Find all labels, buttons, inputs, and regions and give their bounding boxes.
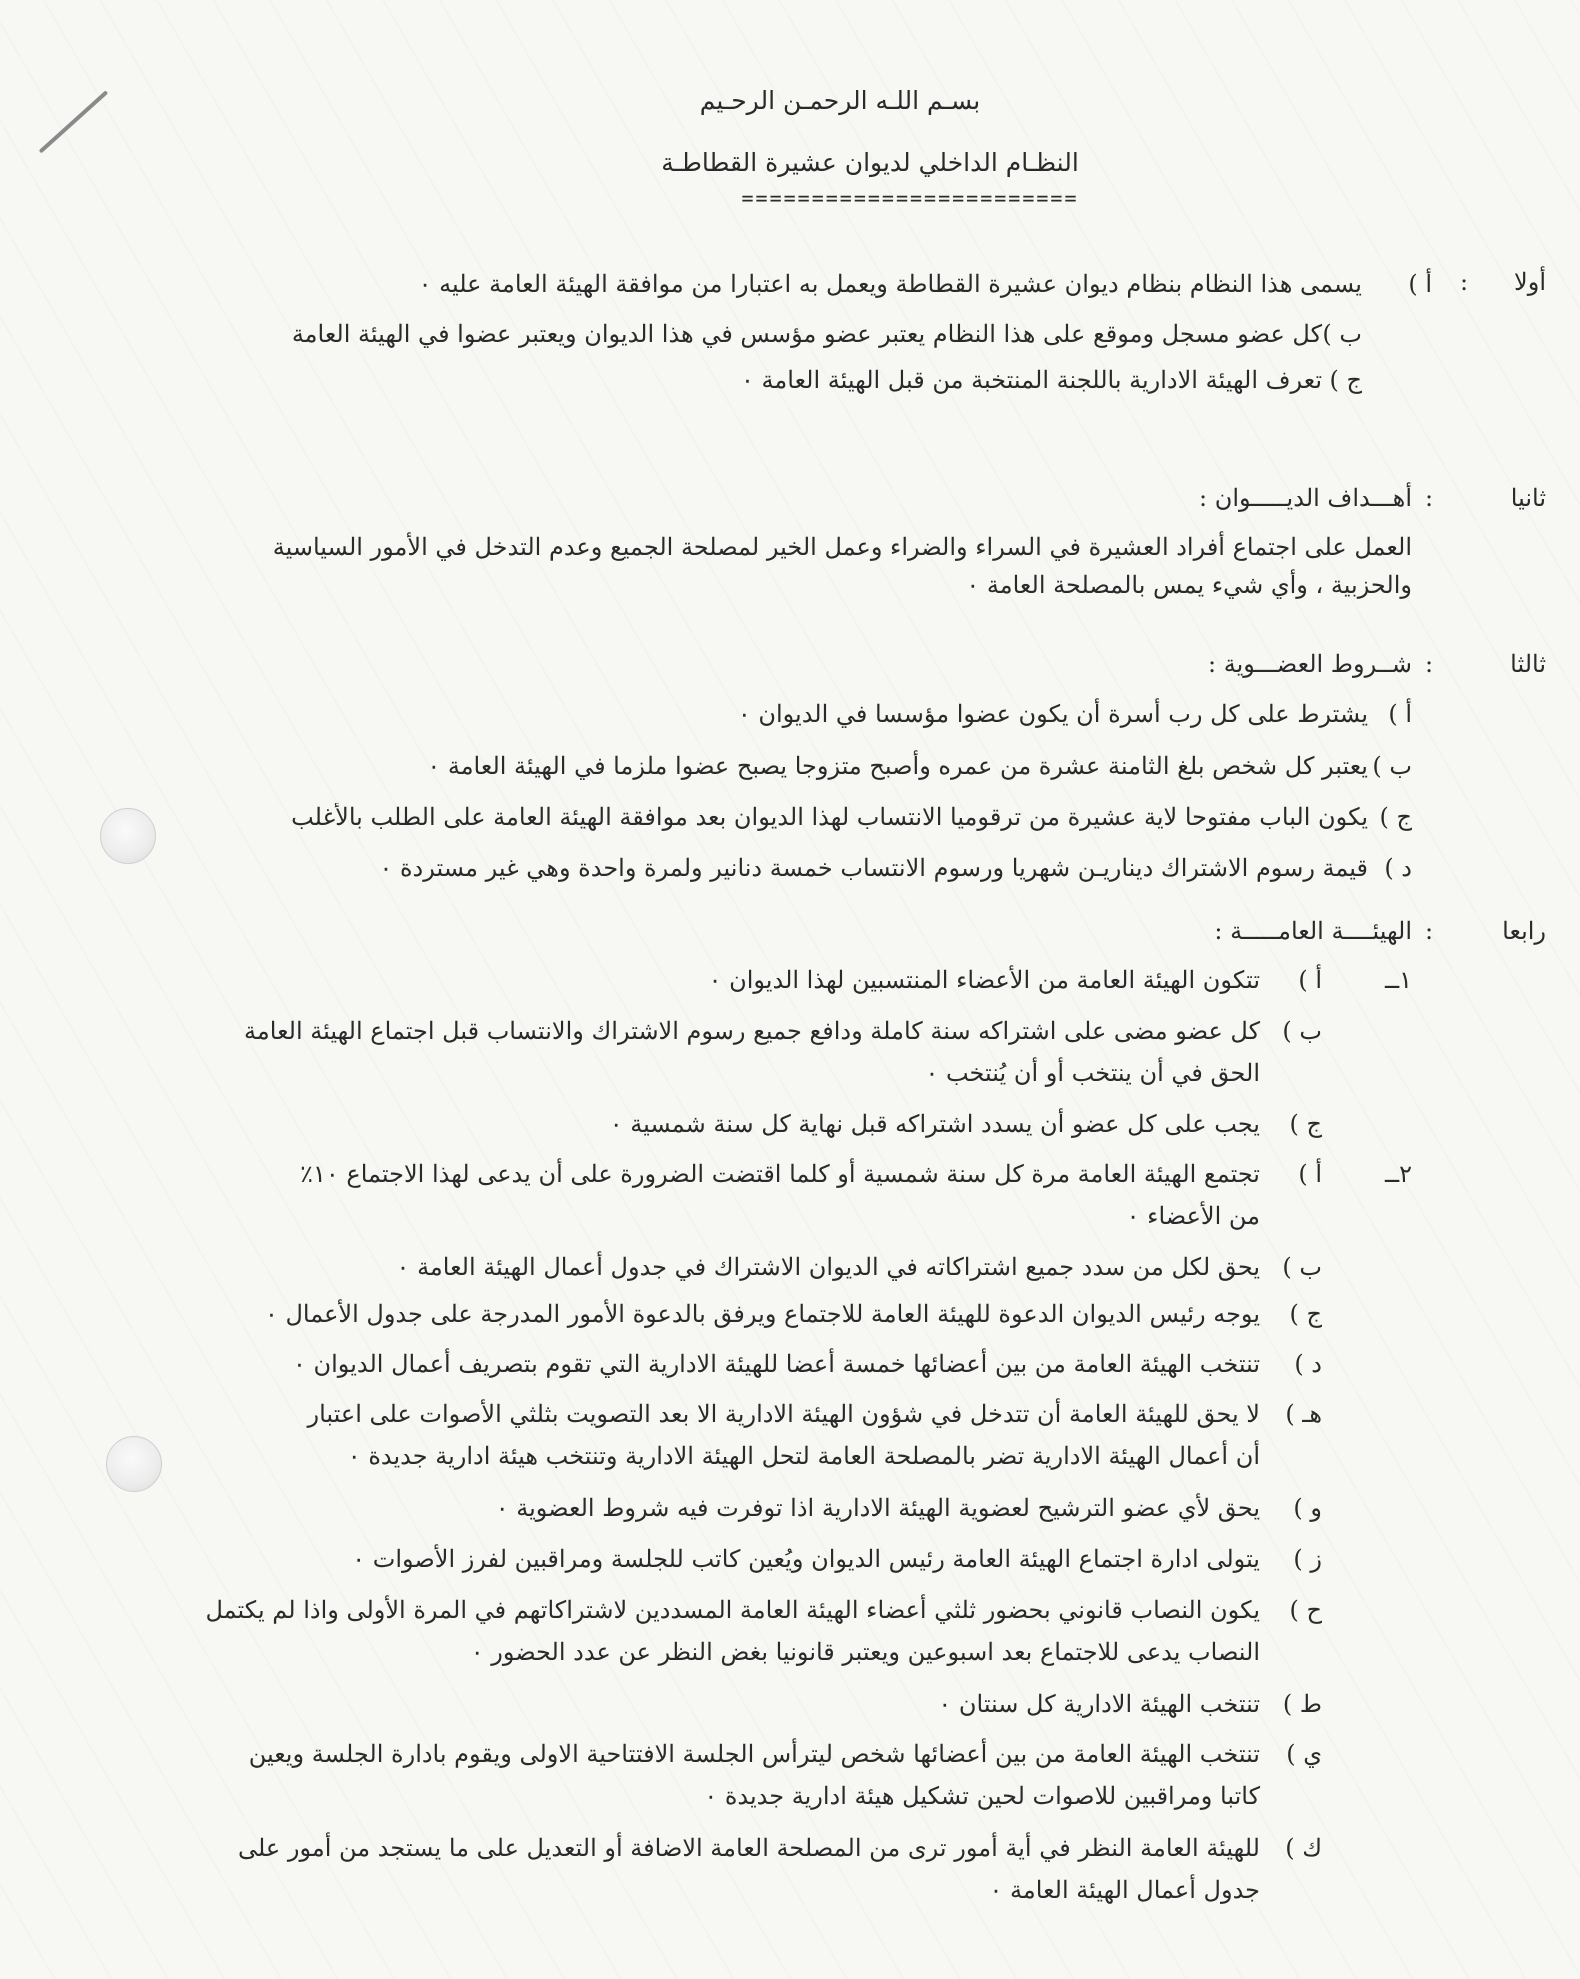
item-text: يشترط على كل رب أسرة أن يكون عضوا مؤسسا في الديوان ٠	[737, 700, 1368, 728]
item-text-line: تتكون الهيئة العامة من الأعضاء المنتسبين لهذا الديوان ٠	[708, 966, 1260, 994]
section-colon: :	[1425, 650, 1434, 678]
item-label: هـ )	[1285, 1400, 1322, 1428]
item-label: ب )	[1282, 1017, 1322, 1045]
item-text: يكون الباب مفتوحا لاية عشيرة من ترقوميا الانتساب لهذا الديوان بعد موافقة الهيئة العامة على الطلب بالأغلب	[291, 803, 1368, 831]
item-label: ب )	[1322, 320, 1362, 348]
item-text-line: يوجه رئيس الديوان الدعوة للهيئة العامة للاجتماع ويرفق بالدعوة الأمور المدرجة على جدول الأعمال ٠	[264, 1300, 1260, 1328]
item-text-line: للهيئة العامة النظر في أية أمور ترى من المصلحة العامة الاضافة أو التعديل على ما يستجد من أمور على	[237, 1834, 1260, 1862]
item-label: د )	[1294, 1350, 1322, 1378]
item-text: قيمة رسوم الاشتراك ديناريـن شهريا ورسوم الانتساب خمسة دنانير ولمرة واحدة وهي غير مستردة ٠	[379, 854, 1368, 882]
item-text-line: يحق لكل من سدد جميع اشتراكاته في الديوان الاشتراك في جدول أعمال الهيئة العامة ٠	[396, 1253, 1260, 1281]
section-title: أهـــداف الديـــــوان :	[1198, 484, 1412, 512]
section-title: شــروط العضـــوية :	[1208, 650, 1412, 678]
item-text-line: تنتخب الهيئة الادارية كل سنتان ٠	[938, 1690, 1260, 1718]
section-paragraph: العمل على اجتماع أفراد العشيرة في السراء والضراء وعمل الخير لمصلحة الجميع وعدم التدخل في الأمور السياسية والحزبية ، وأي شيء يمس بالمصلحة العامة ٠	[272, 533, 1412, 600]
item-label: ط )	[1282, 1690, 1322, 1718]
group-number: ١ــ	[1385, 966, 1412, 994]
title-underline: ========================	[741, 186, 1079, 210]
item-label: ج )	[1289, 1300, 1322, 1328]
punch-hole-bottom	[106, 1436, 162, 1492]
section-title: الهيئــــة العامـــــة :	[1214, 917, 1412, 945]
item-text-line: أن أعمال الهيئة الادارية تضر بالمصلحة العامة لتحل الهيئة الادارية وتنتخب هيئة ادارية جديدة ٠	[347, 1442, 1260, 1470]
item-label: أ )	[1298, 1160, 1322, 1188]
section-heading-fourth: رابعا	[1502, 917, 1546, 945]
section-colon: :	[1425, 484, 1434, 512]
document-title: النظـام الداخلي لديوان عشيرة القطاطـة	[661, 148, 1079, 177]
item-label: ز )	[1293, 1545, 1322, 1573]
item-text: يسمى هذا النظام بنظام ديوان عشيرة القطاطة ويعمل به اعتبارا من موافقة الهيئة العامة عليه ٠	[418, 270, 1362, 298]
item-text-line: تجتمع الهيئة العامة مرة كل سنة شمسية أو كلما اقتضت الضرورة على أن يدعى لهذا الاجتماع ١٠٪	[300, 1160, 1260, 1188]
item-text-line: من الأعضاء ٠	[1126, 1202, 1260, 1230]
section-heading-third: ثالثا	[1510, 650, 1546, 678]
item-text-line: يكون النصاب قانوني بحضور ثلثي أعضاء الهيئة العامة المسددين لاشتراكاتهم في المرة الأولى واذا لم يكتمل	[205, 1596, 1260, 1624]
item-text-line: كاتبا ومراقبين للاصوات لحين تشكيل هيئة ادارية جديدة ٠	[704, 1782, 1260, 1810]
item-text-line: لا يحق للهيئة العامة أن تتدخل في شؤون الهيئة الادارية الا بعد التصويت بثلثي الأصوات على اعتبار	[307, 1400, 1260, 1428]
group-number: ٢ــ	[1385, 1160, 1412, 1188]
item-label: د )	[1384, 854, 1412, 882]
item-label: ب )	[1282, 1253, 1322, 1281]
item-text-line: تنتخب الهيئة العامة من بين أعضائها خمسة أعضا للهيئة الادارية التي تقوم بتصريف أعمال الديوان ٠	[292, 1350, 1260, 1378]
item-label: ح )	[1289, 1596, 1322, 1624]
item-text-line: يجب على كل عضو أن يسدد اشتراكه قبل نهاية كل سنة شمسية ٠	[609, 1110, 1260, 1138]
item-label: و )	[1293, 1494, 1322, 1522]
item-text-line: جدول أعمال الهيئة العامة ٠	[989, 1876, 1260, 1904]
item-text-line: النصاب يدعى للاجتماع بعد اسبوعين ويعتبر قانونيا بغض النظر عن عدد الحضور ٠	[470, 1638, 1260, 1666]
item-label: أ )	[1298, 966, 1322, 994]
item-label: ج )	[1379, 803, 1412, 831]
item-label: أ )	[1408, 270, 1432, 298]
staple-mark	[39, 90, 109, 153]
item-label: أ )	[1388, 700, 1412, 728]
item-text: يعتبر كل شخص بلغ الثامنة عشرة من عمره وأصبح متزوجا يصبح عضوا ملزما في الهيئة العامة ٠	[427, 752, 1368, 780]
item-label: ي )	[1286, 1740, 1322, 1768]
item-text: تعرف الهيئة الادارية باللجنة المنتخبة من قبل الهيئة العامة ٠	[741, 366, 1322, 394]
item-text-line: تنتخب الهيئة العامة من بين أعضائها شخص ليترأس الجلسة الافتتاحية الاولى ويقوم بادارة الجلسة ويعين	[248, 1740, 1260, 1768]
basmala: بسـم اللـه الرحمـن الرحـيم	[699, 86, 981, 115]
item-text-line: الحق في أن ينتخب أو أن يُنتخب ٠	[925, 1059, 1260, 1087]
section-heading-second: ثانيا	[1510, 484, 1546, 512]
section-heading-first: أولا	[1514, 268, 1546, 296]
item-text: كل عضو مسجل وموقع على هذا النظام يعتبر عضو مؤسس في هذا الديوان ويعتبر عضوا في الهيئة العامة	[291, 320, 1322, 348]
punch-hole-top	[100, 808, 156, 864]
item-text-line: يتولى ادارة اجتماع الهيئة العامة رئيس الديوان ويُعين كاتب للجلسة ومراقبين لفرز الأصوات ٠	[352, 1545, 1260, 1573]
item-label: ك )	[1285, 1834, 1322, 1862]
item-text-line: يحق لأي عضو الترشيح لعضوية الهيئة الادارية اذا توفرت فيه شروط العضوية ٠	[495, 1494, 1260, 1522]
item-label: ب )	[1372, 752, 1412, 780]
section-colon: :	[1460, 268, 1469, 296]
item-text-line: كل عضو مضى على اشتراكه سنة كاملة ودافع جميع رسوم الاشتراك والانتساب قبل اجتماع الهيئة العامة	[244, 1017, 1260, 1045]
section-colon: :	[1425, 917, 1434, 945]
item-label: ج )	[1289, 1110, 1322, 1138]
item-label: ج )	[1329, 366, 1362, 394]
